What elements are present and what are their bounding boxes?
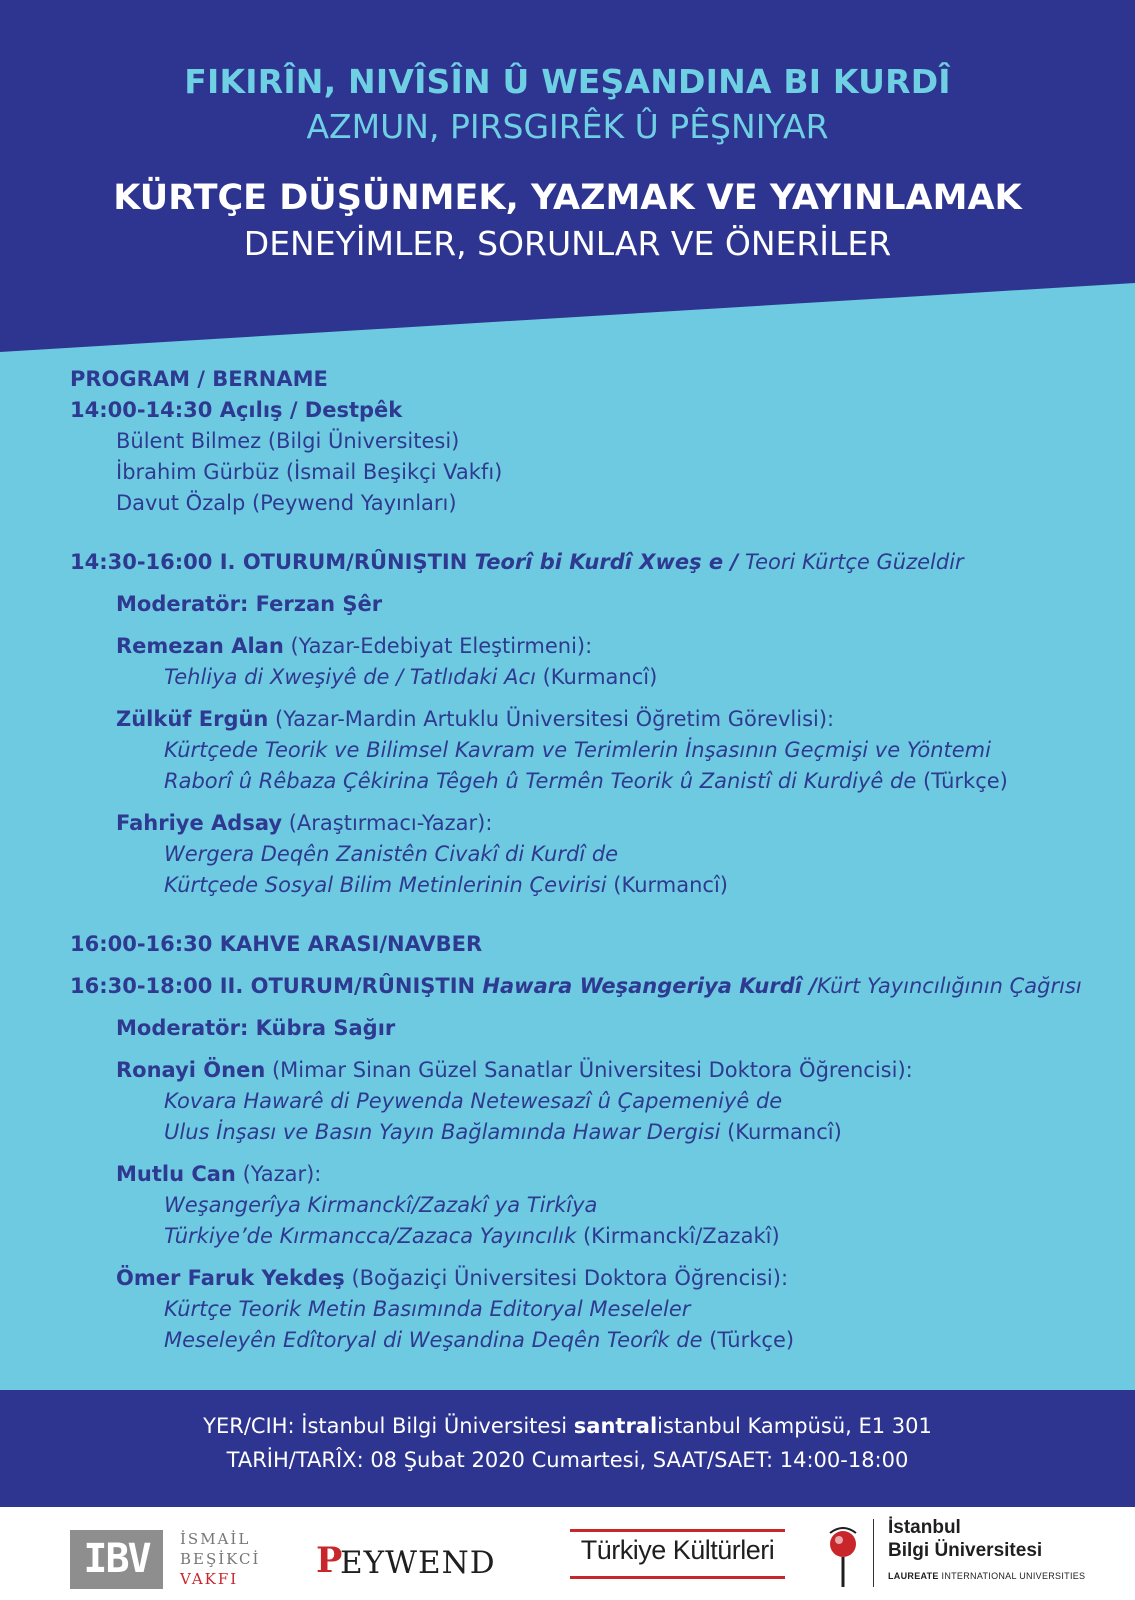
session1-title-turkish: Teori Kürtçe Güzeldir <box>738 550 964 574</box>
program-section <box>70 364 1120 1356</box>
session2-talk <box>70 1159 1120 1252</box>
bilgi-emblem-icon <box>826 1527 860 1589</box>
talk-title-alt: Kürtçede Sosyal Bilim Metinlerinin Çevirisi <box>164 873 607 897</box>
event-date-time: TARİH/TARÎX: 08 Şubat 2020 Cumartesi, SAAT/SAET: 14:00-18:00 <box>226 1448 909 1472</box>
coffee-break: 16:00-16:30 KAHVE ARASI/NAVBER <box>70 932 483 956</box>
talk-title: Kovara Hawarê di Peywenda Netewesazî û Çapemeniyê de <box>164 1089 783 1113</box>
ibv-line2: BEŞİKCİ <box>180 1550 261 1568</box>
talk-role: (Yazar): <box>235 1162 322 1186</box>
session1-talk <box>70 631 1120 693</box>
ibv-line1: İSMAİL <box>180 1530 251 1548</box>
bilgi-separator <box>873 1519 874 1587</box>
session1-heading <box>70 547 1120 578</box>
talk-language: (Kurmancî) <box>535 665 658 689</box>
opening-speaker: İbrahim Gürbüz (İsmail Beşikçi Vakfı) <box>116 460 503 484</box>
talk-language: (Türkçe) <box>702 1328 795 1352</box>
session2-talk <box>70 1263 1120 1356</box>
talk-role: (Yazar-Mardin Artuklu Üniversitesi Öğretim Görevlisi): <box>268 707 835 731</box>
talk-title: Wergera Deqên Zanistên Civakî di Kurdî de <box>164 842 619 866</box>
talk-speaker: Remezan Alan <box>116 634 284 658</box>
talk-role: (Araştırmacı-Yazar): <box>282 811 493 835</box>
talk-role: (Boğaziçi Üniversitesi Doktora Öğrencisi): <box>344 1266 789 1290</box>
talk-language: (Kurmancî) <box>720 1120 842 1144</box>
session1-moderator: Moderatör: Ferzan Şêr <box>116 592 383 616</box>
talk-title: Kürtçe Teorik Metin Basımında Editoryal Meseleler <box>164 1297 691 1321</box>
ibv-logo <box>70 1530 270 1590</box>
laureate-rest: INTERNATIONAL UNIVERSITIES <box>938 1571 1086 1581</box>
session1-time-title: 14:30-16:00 I. OTURUM/RÛNIŞTIN <box>70 550 475 574</box>
talk-language: (Kirmanckî/Zazakî) <box>576 1224 780 1248</box>
turkish-subtitle: DENEYİMLER, SORUNLAR VE ÖNERİLER <box>243 224 892 263</box>
session1-title-kurdish: Teorî bi Kurdî Xweş e / <box>474 550 739 574</box>
talk-title-alt: Meseleyên Edîtoryal di Weşandina Deqên Teorîk de <box>164 1328 703 1352</box>
bilgi-line1: İstanbul <box>888 1517 961 1538</box>
talk-speaker: Ömer Faruk Yekdeş <box>116 1266 345 1290</box>
location-label: YER/CIH: İstanbul Bilgi Üniversitesi <box>203 1414 574 1438</box>
session1-talk <box>70 808 1120 901</box>
tk-rule-bottom <box>570 1576 785 1579</box>
turkiye-kulturleri-logo <box>570 1529 785 1581</box>
laureate-bold: LAUREATE <box>888 1571 939 1581</box>
session2-title-turkish: Kürt Yayıncılığının Çağrısı <box>816 974 1082 998</box>
talk-title-alt: Raborî û Rêbaza Çêkirina Têgeh û Termên Teorik û Zanistî di Kurdiyê de <box>164 769 917 793</box>
sponsor-logos <box>0 1507 1135 1600</box>
session2-heading <box>70 971 1120 1002</box>
bilgi-line2: Bilgi Üniversitesi <box>888 1540 1043 1561</box>
peywend-logo <box>316 1541 521 1581</box>
program-heading: PROGRAM / BERNAME <box>70 367 328 391</box>
session1-talk <box>70 704 1120 797</box>
talk-title-alt: Türkiye’de Kırmancca/Zazaca Yayıncılık <box>164 1224 577 1248</box>
talk-speaker: Mutlu Can <box>116 1162 236 1186</box>
talk-speaker: Zülküf Ergün <box>116 707 269 731</box>
ibv-mark: IBV <box>70 1530 163 1589</box>
session2-time-title: 16:30-18:00 II. OTURUM/RÛNIŞTIN <box>70 974 483 998</box>
tk-text: Türkiye Kültürleri <box>580 1535 775 1565</box>
talk-title: Kürtçede Teorik ve Bilimsel Kavram ve Terimlerin İnşasının Geçmişi ve Yöntemi <box>164 738 991 762</box>
talk-speaker: Fahriye Adsay <box>116 811 283 835</box>
session2-title-kurdish: Hawara Weşangeriya Kurdî / <box>482 974 817 998</box>
ibv-line3: VAKFI <box>180 1570 239 1588</box>
talk-title: Weşangerîya Kirmanckî/Zazakî ya Tirkîya <box>164 1193 598 1217</box>
kurdish-title: FIKIRÎN, NIVÎSÎN Û WEŞANDINA BI KURDÎ <box>184 62 951 101</box>
opening-speaker: Davut Özalp (Peywend Yayınları) <box>116 491 457 515</box>
session2-talk <box>70 1055 1120 1148</box>
bilgi-university-logo <box>826 1515 1116 1597</box>
session2-moderator: Moderatör: Kübra Sağır <box>116 1016 396 1040</box>
opening-speaker: Bülent Bilmez (Bilgi Üniversitesi) <box>116 429 460 453</box>
talk-language: (Türkçe) <box>916 769 1008 793</box>
peywend-text: EYWEND <box>340 1545 496 1581</box>
talk-role: (Yazar-Edebiyat Eleştirmeni): <box>283 634 593 658</box>
talk-speaker: Ronayi Önen <box>116 1058 266 1082</box>
kurdish-subtitle: AZMUN, PIRSGIRÊK Û PÊŞNIYAR <box>306 107 829 146</box>
event-location <box>0 1414 1135 1438</box>
location-rest: istanbul Kampüsü, E1 301 <box>657 1414 932 1438</box>
talk-role: (Mimar Sinan Güzel Sanatlar Üniversitesi Doktora Öğrencisi): <box>265 1058 913 1082</box>
turkish-title: KÜRTÇE DÜŞÜNMEK, YAZMAK VE YAYINLAMAK <box>113 178 1022 218</box>
talk-title: Tehliya di Xweşiyê de / Tatlıdaki Acı <box>164 665 536 689</box>
peywend-initial: P <box>316 1540 343 1581</box>
talk-language: (Kurmancî) <box>606 873 728 897</box>
opening-time-title: 14:00-14:30 Açılış / Destpêk <box>70 398 403 422</box>
talk-title-alt: Ulus İnşası ve Basın Yayın Bağlamında Hawar Dergisi <box>164 1120 721 1144</box>
tk-rule-top <box>570 1529 785 1532</box>
location-bold: santral <box>573 1414 658 1438</box>
footer-band <box>0 1390 1135 1507</box>
bilgi-laureate <box>888 1571 1085 1581</box>
